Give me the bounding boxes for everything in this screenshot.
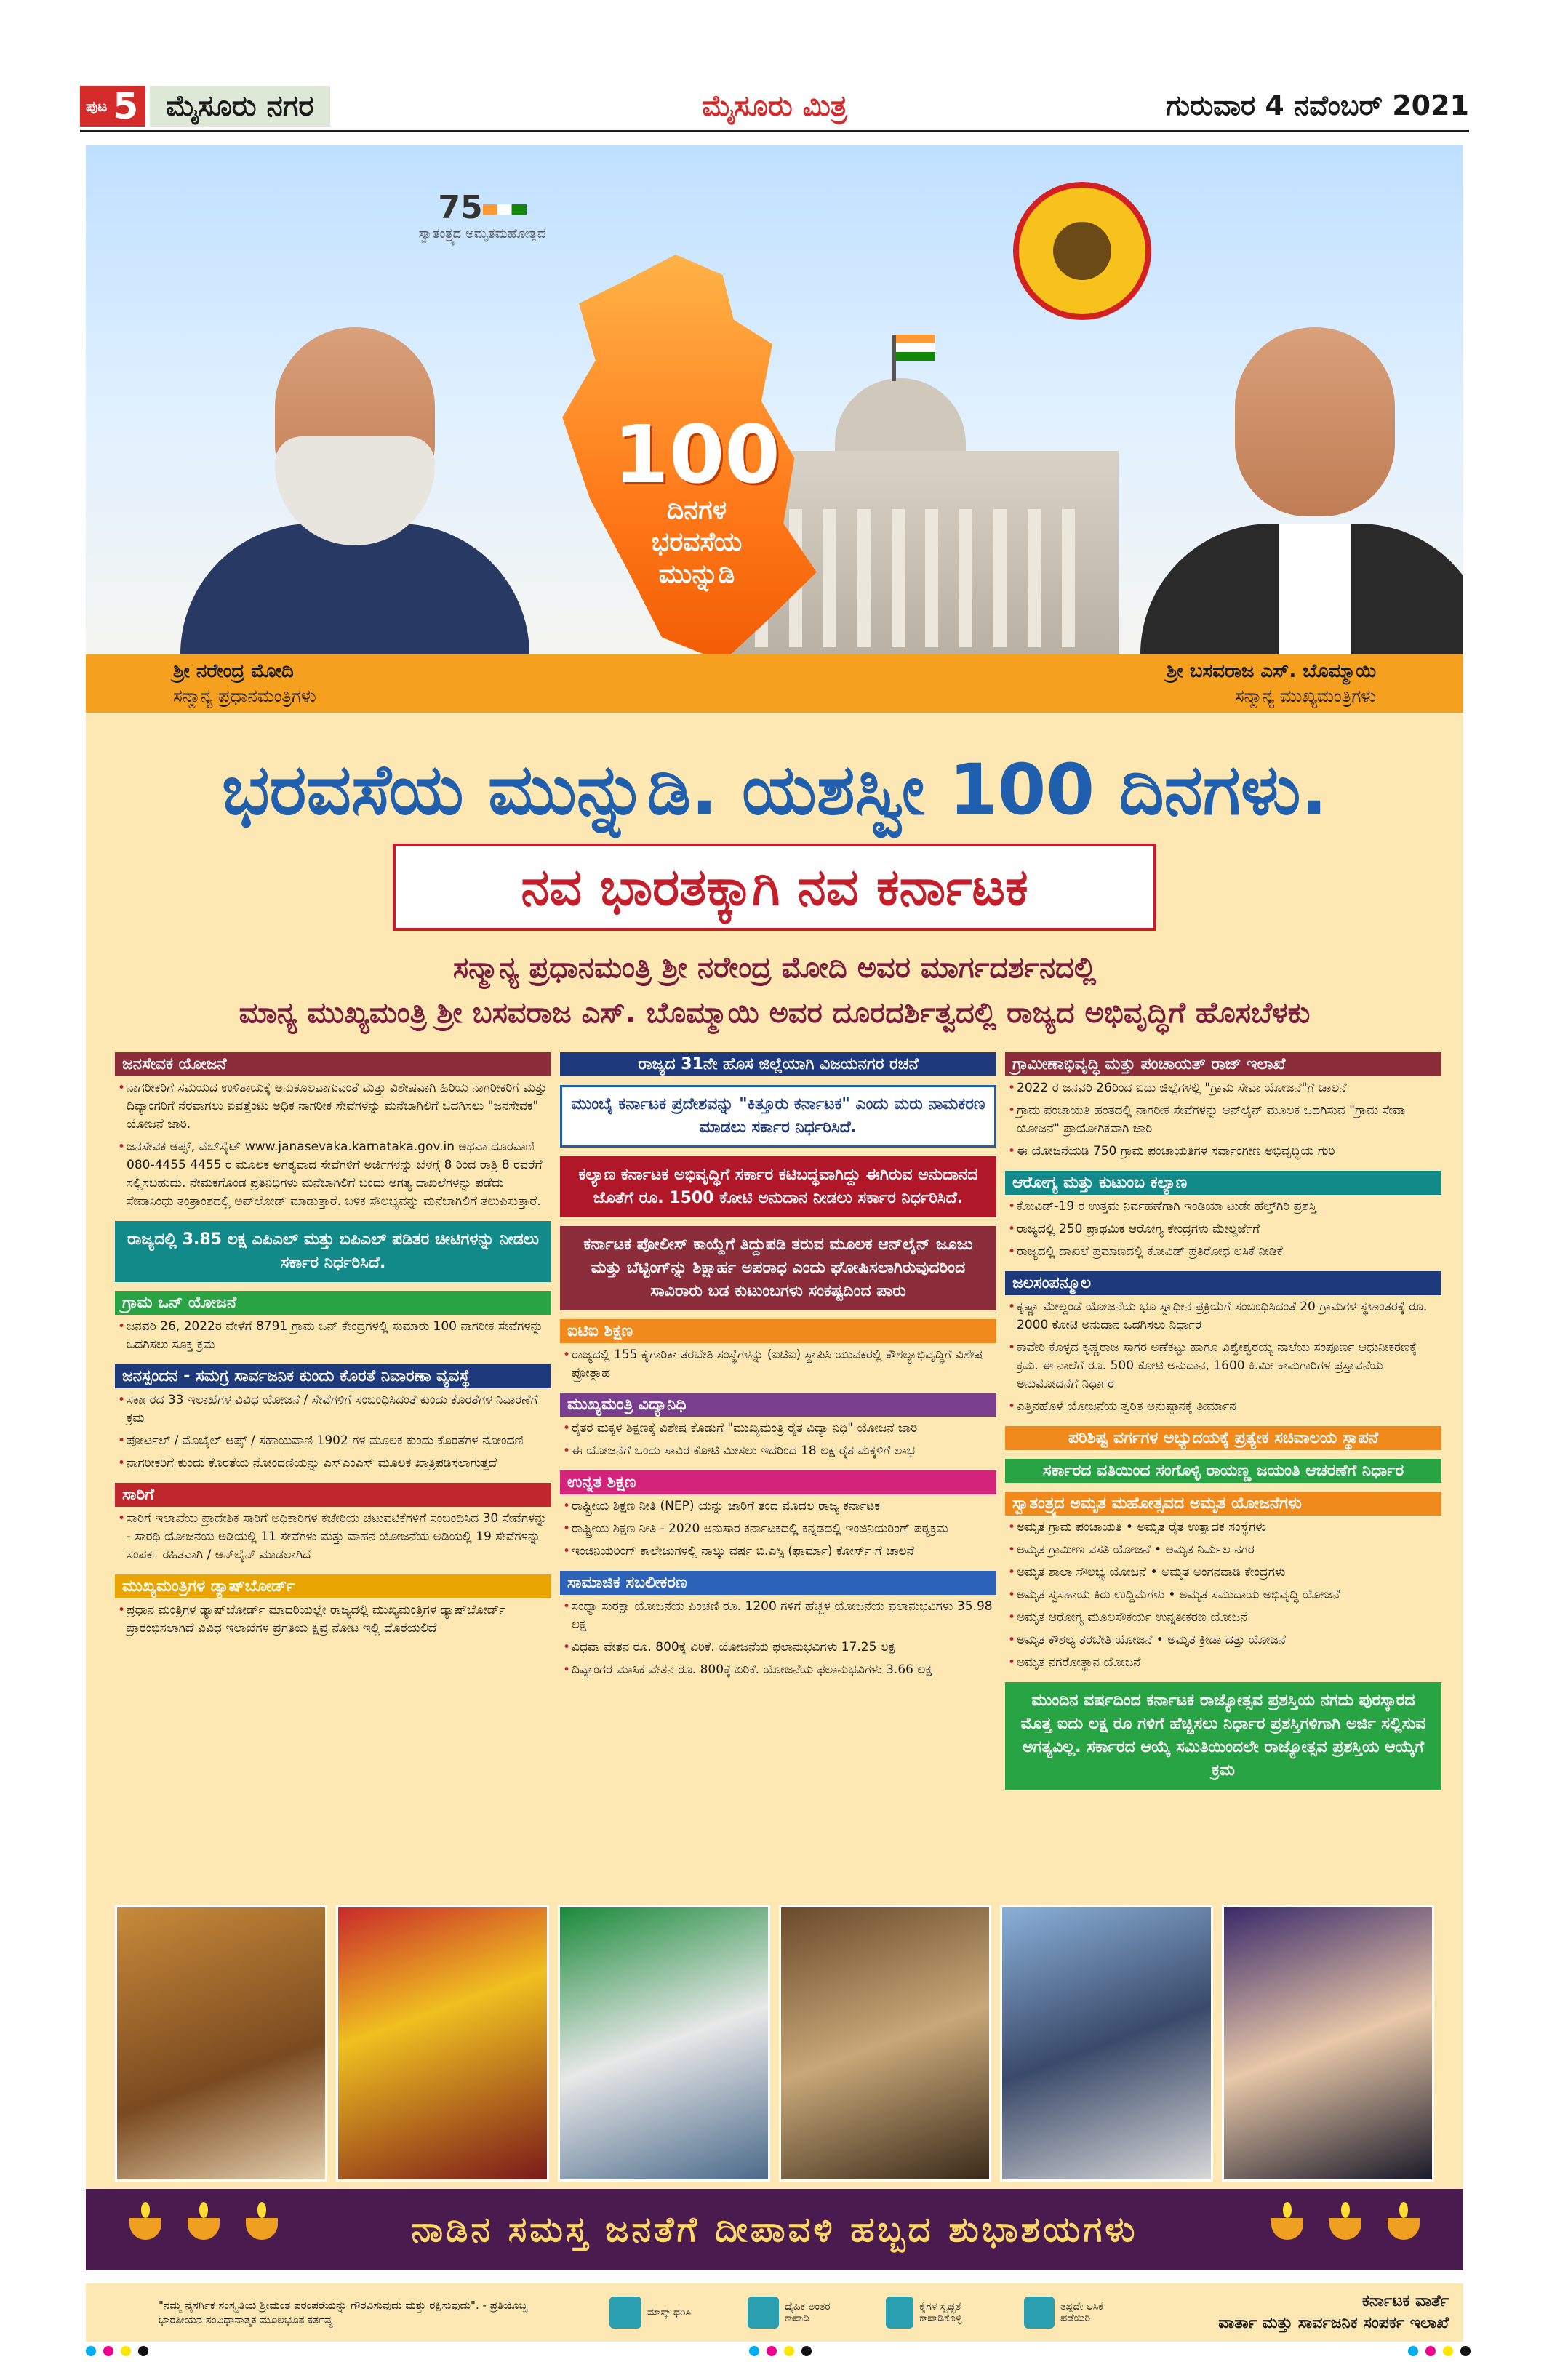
samajika-bullet-1: • ಸಂಧ್ಯಾ ಸುರಕ್ಷಾ ಯೋಜನೆಯ ಪಿಂಚಣಿ ರೂ. 1200 ಗಳಿಗೆ ಹೆಚ್ಚಳ ಯೋಜನೆಯ ಫಲಾನುಭವಿಗಳು 35.98 ಲಕ್ಷ (560, 1595, 996, 1636)
arogya-bullet-2: • ರಾಜ್ಯದಲ್ಲಿ 250 ಪ್ರಾಥಮಿಕ ಆರೋಗ್ಯ ಕೇಂದ್ರಗಳು ಮೇಲ್ದರ್ಜೆಗೆ (1005, 1217, 1441, 1240)
tagline-1: ಸನ್ಮಾನ್ಯ ಪ್ರಧಾನಮಂತ್ರಿ ಶ್ರೀ ನರೇಂದ್ರ ಮೋದಿ ಅವರ ಮಾರ್ಗದರ್ಶನದಲ್ಲಿ (452, 951, 1097, 985)
saarige-bullet-1: • ಸಾರಿಗೆ ಇಲಾಖೆಯ ಪ್ರಾದೇಶಿಕ ಸಾರಿಗೆ ಅಧಿಕಾರಿಗಳ ಕಚೇರಿಯ ಚಟುವಟಿಕೆಗಳಿಗೆ ಸಂಬಂಧಿಸಿದ 30 ಸೇವೆಗಳನ್ನು - ಸಾರಥಿ ಯೋಜನೆಯ ಅಡಿಯಲ್ಲಿ 11 ಸೇವೆಗಳು ಮತ್ತು ವಾಹನ ಯೋಜನೆಯ ಅಡಿಯಲ್ಲಿ 19 ಸೇವೆಗಳನ್ನು ಸಂಪರ್ಕ ರಹಿತವಾಗಿ / ಆನ್‌ಲೈನ್ ಮಾಡಲಾಗಿದೆ (115, 1507, 551, 1566)
hero-image (86, 145, 1463, 654)
vaccine-item (1024, 2297, 1133, 2329)
gramina-bullet-3: • ಈ ಯೋಜನೆಯಡಿ 750 ಗ್ರಾಮ ಪಂಚಾಯತಿಗಳ ಸರ್ವಾಂಗೀಣ ಅಭಿವೃದ್ಧಿಯ ಗುರಿ (1005, 1140, 1441, 1162)
gramina-bullet-1: • 2022 ರ ಜನವರಿ 26ರಿಂದ ಐದು ಜಿಲ್ಲೆಗಳಲ್ಲಿ "ಗ್ರಾಮ ಸೇವಾ ಯೋಜನೆ"ಗೆ ಚಾಲನೆ (1005, 1076, 1441, 1099)
kittur-box: ಮುಂಬೈ ಕರ್ನಾಟಕ ಪ್ರದೇಶವನ್ನು "ಕಿತ್ತೂರು ಕರ್ನಾಟಕ" ಎಂದು ಮರು ನಾಮಕರಣ ಮಾಡಲು ಸರ್ಕಾರ ನಿರ್ಧರಿಸಿದೆ. (560, 1085, 996, 1148)
amrita-bullet-4: • ಅಮೃತ ಸ್ವಸಹಾಯ ಕಿರು ಉದ್ದಿಮೆಗಳು • ಅಮೃತ ಸಮುದಾಯ ಅಭಿವೃದ್ಧಿ ಯೋಜನೆ (1005, 1583, 1441, 1606)
bpl-box: ರಾಜ್ಯದಲ್ಲಿ 3.85 ಲಕ್ಷ ಎಪಿಎಲ್ ಮತ್ತು ಬಿಪಿಎಲ್ ಪಡಿತರ ಚೀಟಿಗಳನ್ನು ನೀಡಲು ಸರ್ಕಾರ ನಿರ್ಧರಿಸಿದೆ. (115, 1221, 551, 1282)
samajika-bullet-3: • ದಿವ್ಯಾಂಗರ ಮಾಸಿಕ ವೇತನ ರೂ. 800ಕ್ಕೆ ಏರಿಕೆ. ಯೋಜನೆಯ ಫಲಾನುಭವಿಗಳು 3.66 ಲಕ್ಷ (560, 1658, 996, 1681)
right-name: ಶ್ರೀ ಬಸವರಾಜ ಎಸ್. ಬೊಮ್ಮಾಯಿ (1166, 660, 1376, 682)
unnata-heading: ಉನ್ನತ ಶಿಕ್ಷಣ (560, 1470, 996, 1494)
lamp-icon (1388, 2218, 1420, 2240)
amrita-bullet-7: • ಅಮೃತ ನಗರೋತ್ಥಾನ ಯೋಜನೆ (1005, 1651, 1441, 1673)
page-number-badge (80, 86, 145, 127)
registration-dots-right (1408, 2346, 1471, 2356)
janaspandana-bullet-1: • ಸರ್ಕಾರದ 33 ಇಲಾಖೆಗಳ ವಿವಿಧ ಯೋಜನೆ / ಸೇವೆಗಳಿಗೆ ಸಂಬಂಧಿಸಿದಂತೆ ಕುಂದು ಕೊರತೆಗಳ ನಿವಾರಣೆಗೆ ಕ್ರಮ (115, 1388, 551, 1429)
handwash-item (886, 2297, 995, 2329)
karnataka-emblem-icon (1013, 182, 1151, 320)
dashboard-bullet-1: • ಪ್ರಧಾನ ಮಂತ್ರಿಗಳ ಡ್ಯಾಷ್‌ಬೋರ್ಡ್ ಮಾದರಿಯಲ್ಲೇ ರಾಜ್ಯದಲ್ಲಿ ಮುಖ್ಯಮಂತ್ರಿಗಳ ಡ್ಯಾಷ್‌ಬೋರ್ಡ್ ಪ್ರಾರಂಭಿಸಲಾಗಿದೆ ವಿವಿಧ ಇಲಾಖೆಗಳ ಪ್ರಗತಿಯ ಕ್ಷಿಪ್ರ ನೋಟ ಇಲ್ಲಿ ದೊರೆಯಲಿದೆ (115, 1598, 551, 1639)
vidyanidhi-bullet-2: • ಈ ಯೋಜನೆಗೆ ಒಂದು ಸಾವಿರ ಕೋಟಿ ಮೀಸಲು ಇದರಿಂದ 18 ಲಕ್ಷ ರೈತ ಮಕ್ಕಳಿಗೆ ಲಾಭ (560, 1439, 996, 1462)
vidyanidhi-heading: ಮುಖ್ಯಮಂತ್ರಿ ವಿದ್ಯಾನಿಧಿ (560, 1393, 996, 1417)
publisher-brand: ಕರ್ನಾಟಕ ವಾರ್ತೆ (1361, 2292, 1449, 2310)
mask-label: ಮಾಸ್ಕ್ ಧರಿಸಿ (647, 2307, 691, 2318)
jala-heading: ಜಲಸಂಪನ್ಮೂಲ (1005, 1271, 1441, 1295)
diwali-greeting: ನಾಡಿನ ಸಮಸ್ತ ಜನತೆಗೆ ದೀಪಾವಳಿ ಹಬ್ಬದ ಶುಭಾಶಯಗಳು (411, 2209, 1138, 2250)
photo-4 (779, 1905, 991, 2182)
paper-name: ಮೈಸೂರು ಮಿತ್ರ (702, 89, 847, 123)
masthead (80, 81, 1469, 132)
amrita-bullet-1: • ಅಮೃತ ಗ್ರಾಮ ಪಂಚಾಯತಿ • ಅಮೃತ ರೈತ ಉತ್ಪಾದಕ ಸಂಸ್ಥೆಗಳು (1005, 1516, 1441, 1538)
arogya-bullet-3: • ರಾಜ್ಯದಲ್ಲಿ ದಾಖಲೆ ಪ್ರಮಾಣದಲ್ಲಿ ಕೋವಿಡ್ ಪ್ರತಿರೋಧ ಲಸಿಕೆ ನೀಡಿಕೆ (1005, 1240, 1441, 1262)
subheadline: ನವ ಭಾರತಕ್ಕಾಗಿ ನವ ಕರ್ನಾಟಕ (393, 844, 1156, 931)
name-bar (86, 654, 1463, 713)
amrita-bullet-3: • ಅಮೃತ ಶಾಲಾ ಸೌಲಭ್ಯ ಯೋಜನೆ • ಅಮೃತ ಅಂಗನವಾಡಿ ಕೇಂದ್ರಗಳು (1005, 1561, 1441, 1583)
gram-one-heading: ಗ್ರಾಮ ಒನ್ ಯೋಜನೆ (115, 1291, 551, 1315)
saarige-heading: ಸಾರಿಗೆ (115, 1483, 551, 1507)
column-1 (115, 1044, 551, 1639)
photo-strip (115, 1905, 1434, 2182)
unnata-bullet-1: • ರಾಷ್ಟ್ರೀಯ ಶಿಕ್ಷಣ ನೀತಿ (NEP) ಯನ್ನು ಜಾರಿಗೆ ತಂದ ಮೊದಲ ರಾಜ್ಯ ಕರ್ನಾಟಕ (560, 1494, 996, 1517)
gram-one-bullet-1: • ಜನವರಿ 26, 2022ರ ವೇಳೆಗೆ 8791 ಗ್ರಾಮ ಒನ್ ಕೇಂದ್ರಗಳಲ್ಲಿ ಸುಮಾರು 100 ನಾಗರೀಕ ಸೇವೆಗಳನ್ನು ಒದಗಿಸಲು ಸೂಕ್ತ ಕ್ರಮ (115, 1315, 551, 1356)
headline: ಭರವಸೆಯ ಮುನ್ನುಡಿ. ಯಶಸ್ವೀ 100 ದಿನಗಳು. (222, 749, 1327, 830)
photo-2 (336, 1905, 548, 2182)
lamp-icon (129, 2218, 161, 2240)
arogya-bullet-1: • ಕೋವಿಡ್-19 ರ ಉತ್ತಮ ನಿರ್ವಹಣೆಗಾಗಿ ಇಂಡಿಯಾ ಟುಡೇ ಹೆಲ್ತ್‌ಗಿರಿ ಪ್ರಶಸ್ತಿ (1005, 1195, 1441, 1217)
left-caption (173, 659, 316, 708)
mask-item (609, 2297, 719, 2329)
left-title: ಸನ್ಮಾನ್ಯ ಪ್ರಧಾನಮಂತ್ರಿಗಳು (173, 686, 316, 706)
gramina-heading: ಗ್ರಾಮೀಣಾಭಿವೃದ್ಧಿ ಮತ್ತು ಪಂಚಾಯತ್ ರಾಜ್ ಇಲಾಖೆ (1005, 1052, 1441, 1076)
vaccine-label: ತಪ್ಪದೇ ಲಸಿಕೆ ಪಡೆಯಿರಿ (1060, 2301, 1104, 2324)
jala-bullet-1: • ಕೃಷ್ಣಾ ಮೇಲ್ದಂಡೆ ಯೋಜನೆಯ ಭೂ ಸ್ವಾಧೀನ ಪ್ರಕ್ರಿಯೆಗೆ ಸಂಬಂಧಿಸಿದಂತೆ 20 ಗ್ರಾಮಗಳ ಸ್ಥಳಾಂತರಕ್ಕೆ ರೂ. 2000 ಕೋಟಿ ಅನುದಾನ ಒದಗಿಸಲು ನಿರ್ಧಾರ (1005, 1295, 1441, 1336)
jala-bullet-3: • ಎತ್ತಿನಹೊಳೆ ಯೋಜನೆಯ ತ್ವರಿತ ಅನುಷ್ಠಾನಕ್ಕೆ ತೀರ್ಮಾನ (1005, 1395, 1441, 1417)
registration-dots-left (86, 2346, 148, 2356)
amrita-bullet-5: • ಅಮೃತ ಆರೋಗ್ಯ ಮೂಲಸೌಕರ್ಯ ಉನ್ನತೀಕರಣ ಯೋಜನೆ (1005, 1606, 1441, 1628)
iti-heading: ಐಟಿಐ ಶಿಕ್ಷಣ (560, 1319, 996, 1343)
column-3 (1005, 1044, 1441, 1790)
portrait-chief-minister (1126, 327, 1463, 654)
lamp-icon (246, 2218, 278, 2240)
distance-icon (748, 2297, 779, 2329)
ad-footer (86, 2283, 1463, 2342)
tricolor-icon (483, 204, 527, 215)
samajika-heading: ಸಾಮಾಜಿಕ ಸಬಲೀಕರಣ (560, 1571, 996, 1595)
covid-icons (609, 2297, 1133, 2329)
amrita-bullet-2: • ಅಮೃತ ಗ್ರಾಮೀಣ ವಸತಿ ಯೋಜನೆ • ಅಮೃತ ನಿರ್ಮಲ ನಗರ (1005, 1538, 1441, 1561)
janaspandana-bullet-3: • ನಾಗರೀಕರಿಗೆ ಕುಂದು ಕೊರತೆಯ ನೋಂದಣಿಯನ್ನು ಎಸ್‌ಎಂಎಸ್ ಮೂಲಕ ಖಾತ್ರಿಪಡಿಸಲಾಗುತ್ತದೆ (115, 1452, 551, 1474)
registration-dots-center (749, 2346, 812, 2356)
page-tag: ಪುಟ (86, 97, 108, 115)
mask-icon (609, 2297, 641, 2329)
publisher (1218, 2291, 1449, 2334)
flag-icon (892, 335, 896, 381)
photo-5 (1000, 1905, 1212, 2182)
map-number: 100 (613, 408, 780, 501)
taglines (86, 945, 1463, 1036)
vidyanidhi-bullet-1: • ರೈತರ ಮಕ್ಕಳ ಶಿಕ್ಷಣಕ್ಕೆ ವಿಶೇಷ ಕೊಡುಗೆ "ಮುಖ್ಯಮಂತ್ರಿ ರೈತ ವಿದ್ಯಾ ನಿಧಿ" ಯೋಜನೆ ಜಾರಿ (560, 1417, 996, 1439)
lamp-icon (188, 2218, 220, 2240)
amrit-mahotsav-logo (417, 189, 548, 241)
janasevaka-bullet-2: • ಜನಸೇವಕ ಆಪ್ಸ್, ವೆಬ್‌ಸೈಟ್ www.janasevaka.karnataka.gov.in ಅಥವಾ ದೂರವಾಣಿ 080-4455 4455 ರ ಮೂಲಕ ಅಗತ್ಯವಾದ ಸೇವೆಗಳಿಗೆ ಅರ್ಜಿಗಳನ್ನು ಬೆಳಗ್ಗೆ 8 ರಿಂದ ರಾತ್ರಿ 8 ರವರೆಗೆ ಸಲ್ಲಿಸಬಹುದು. ನೇಮಕಗೊಂಡ ಪ್ರತಿನಿಧಿಗಳು ಮನೆಬಾಗಿಲಿಗೆ ಬಂದು ಅಗತ್ಯ ದಾಖಲೆಗಳನ್ನು ಪಡೆದು ಸೇವಾಸಿಂಧು ತಂತ್ರಾಂಶದಲ್ಲಿ ಅಪ್‌ಲೋಡ್ ಮಾಡುತ್ತಾರೆ. ಬಳಿಕ ಸೌಲಭ್ಯವನ್ನು ಮನೆಬಾಗಿಲಿಗೆ ತಲುಪಿಸುತ್ತಾರೆ. (115, 1135, 551, 1212)
section-title: ಮೈಸೂರು ನಗರ (150, 86, 329, 127)
rajyotsava-box: ಮುಂದಿನ ವರ್ಷದಿಂದ ಕರ್ನಾಟಕ ರಾಜ್ಯೋತ್ಸವ ಪ್ರಶಸ್ತಿಯ ನಗದು ಪುರಸ್ಕಾರದ ಮೊತ್ತ ಐದು ಲಕ್ಷ ರೂ ಗಳಿಗೆ ಹೆಚ್ಚಿಸಲು ನಿರ್ಧಾರ ಪ್ರಶಸ್ತಿಗಳಿಗಾಗಿ ಅರ್ಜಿ ಸಲ್ಲಿಸುವ ಅಗತ್ಯವಿಲ್ಲ. ಸರ್ಕಾರದ ಆಯ್ಕೆ ಸಮಿತಿಯಿಂದಲೇ ರಾಜ್ಯೋತ್ಸವ ಪ್ರಶಸ್ತಿಯ ಆಯ್ಕೆಗೆ ಕ್ರಮ (1005, 1682, 1441, 1790)
distance-label: ದೈಹಿಕ ಅಂತರ ಕಾಪಾಡಿ (785, 2301, 831, 2324)
photo-6 (1222, 1905, 1434, 2182)
handwash-label: ಕೈಗಳ ಸ್ವಚ್ಛತೆ ಕಾಪಾಡಿಕೊಳ್ಳಿ (919, 2301, 962, 2324)
dashboard-heading: ಮುಖ್ಯಮಂತ್ರಿಗಳ ಡ್ಯಾಷ್‌ಬೋರ್ಡ್ (115, 1574, 551, 1598)
tagline-2: ಮಾನ್ಯ ಮುಖ್ಯಮಂತ್ರಿ ಶ್ರೀ ಬಸವರಾಜ ಎಸ್. ಬೊಮ್ಮಾಯಿ ಅವರ ದೂರದರ್ಶಿತ್ವದಲ್ಲಿ ರಾಜ್ಯದ ಅಭಿವೃದ್ಧಿಗೆ ಹೊಸಬೆಳಕು (239, 996, 1311, 1030)
map-line-1: ದಿನಗಳ (666, 495, 727, 525)
amrit-number: 75 (438, 189, 483, 226)
lamp-icon (1329, 2218, 1361, 2240)
map-line-3: ಮುನ್ನುಡಿ (658, 559, 735, 589)
diwali-banner (86, 2189, 1463, 2270)
kalyana-box: ಕಲ್ಯಾಣ ಕರ್ನಾಟಕ ಅಭಿವೃದ್ಧಿಗೆ ಸರ್ಕಾರ ಕಟಿಬದ್ಧವಾಗಿದ್ದು ಈಗಿರುವ ಅನುದಾನದ ಜೊತೆಗೆ ರೂ. 1500 ಕೋಟಿ ಅನುದಾನ ನೀಡಲು ಸರ್ಕಾರ ನಿರ್ಧರಿಸಿದೆ. (560, 1156, 996, 1217)
right-title: ಸನ್ಮಾನ್ಯ ಮುಖ್ಯಮಂತ್ರಿಗಳು (1234, 686, 1376, 706)
map-line-2: ಭರವಸೆಯ (651, 527, 743, 557)
government-ad (86, 145, 1463, 2270)
unnata-bullet-3: • ಇಂಜಿನಿಯರಿಂಗ್ ಕಾಲೇಜುಗಳಲ್ಲಿ ನಾಲ್ಕು ವರ್ಷ ಬಿ.ಎಸ್ಸಿ (ಫಾರ್ಮಾ) ಕೋರ್ಸ್ ಗೆ ಚಾಲನೆ (560, 1540, 996, 1562)
janasevaka-bullet-1: • ನಾಗರೀಕರಿಗೆ ಸಮಯದ ಉಳಿತಾಯಕ್ಕೆ ಅನುಕೂಲವಾಗುವಂತೆ ಮತ್ತು ವಿಶೇಷವಾಗಿ ಹಿರಿಯ ನಾಗರೀಕರಿಗೆ ಮತ್ತು ದಿವ್ಯಾಂಗರಿಗೆ ನೆರವಾಗಲು ಐವತ್ತೆಂಟು ಅಧಿಕ ನಾಗರೀಕ ಸೇವೆಗಳನ್ನು ಮನೆಬಾಗಿಲಿಗೆ ಒದಗಿಸಲು "ಜನಸೇವಕ" ಯೋಜನೆ ಜಾರಿ. (115, 1076, 551, 1135)
handwash-icon (886, 2297, 913, 2329)
janasevaka-heading: ಜನಸೇವಕ ಯೋಜನೆ (115, 1052, 551, 1076)
lamp-icon (1271, 2218, 1303, 2240)
amrita-heading: ಸ್ವಾತಂತ್ರ್ಯದ ಅಮೃತ ಮಹೋತ್ಸವದ ಅಮೃತ ಯೋಜನೆಗಳು (1005, 1492, 1441, 1516)
page-number: 5 (113, 84, 139, 127)
portrait-prime-minister (166, 327, 544, 654)
iti-bullet-1: • ರಾಜ್ಯದಲ್ಲಿ 155 ಕೈಗಾರಿಕಾ ತರಬೇತಿ ಸಂಸ್ಥೆಗಳನ್ನು (ಐಟಿಐ) ಸ್ಥಾಪಿಸಿ ಯುವಕರಲ್ಲಿ ಕೌಶಲ್ಯಾಭಿವೃದ್ಧಿಗೆ ವಿಶೇಷ ಪ್ರೋತ್ಸಾಹ (560, 1343, 996, 1384)
map-caption (588, 408, 806, 590)
publisher-dept: ವಾರ್ತಾ ಮತ್ತು ಸಾರ್ವಜನಿಕ ಸಂಪರ್ಕ ಇಲಾಖೆ (1218, 2314, 1449, 2332)
arogya-heading: ಆರೋಗ್ಯ ಮತ್ತು ಕುಟುಂಬ ಕಲ್ಯಾಣ (1005, 1171, 1441, 1195)
unnata-bullet-2: • ರಾಷ್ಟ್ರೀಯ ಶಿಕ್ಷಣ ನೀತಿ - 2020 ಅನುಸಾರ ಕರ್ನಾಟಕದಲ್ಲಿ ಕನ್ನಡದಲ್ಲಿ ಇಂಜಿನಿಯರಿಂಗ್ ಪಠ್ಯಕ್ರಮ (560, 1517, 996, 1540)
vijayanagara-heading: ರಾಜ್ಯದ 31ನೇ ಹೊಸ ಜಿಲ್ಲೆಯಾಗಿ ವಿಜಯನಗರ ರಚನೆ (560, 1052, 996, 1076)
left-name: ಶ್ರೀ ನರೇಂದ್ರ ಮೋದಿ (173, 660, 294, 682)
issue-date: ಗುರುವಾರ 4 ನವೆಂಬರ್ 2021 (1166, 89, 1469, 121)
jala-bullet-2: • ಕಾವೇರಿ ಕೊಳ್ಳದ ಕೃಷ್ಣರಾಜ ಸಾಗರ ಅಣೆಕಟ್ಟು ಹಾಗೂ ವಿಶ್ವೇಶ್ವರಯ್ಯ ನಾಲೆಯ ಸಂಪೂರ್ಣ ಆಧುನೀಕರಣಕ್ಕೆ ಕ್ರಮ. ಈ ನಾಲೆಗೆ ರೂ. 500 ಕೋಟಿ ಅನುದಾನ, 1600 ಕಿ.ಮೀ ಕಾಮಗಾರಿಗಳ ಪ್ರಸ್ತಾವನೆಯ ಅನುಮೋದನೆಗೆ ನಿರ್ಧಾರ (1005, 1336, 1441, 1395)
sangolli-heading: ಸರ್ಕಾರದ ವತಿಯಿಂದ ಸಂಗೊಳ್ಳಿ ರಾಯಣ್ಣ ಜಯಂತಿ ಆಚರಣೆಗೆ ನಿರ್ಧಾರ (1005, 1459, 1441, 1483)
right-caption (1167, 659, 1376, 708)
amrit-text: ಸ್ವಾತಂತ್ರ್ಯದ ಅಮೃತಮಹೋತ್ಸವ (418, 226, 546, 241)
photo-1 (115, 1905, 327, 2182)
parishishta-heading: ಪರಿಶಿಷ್ಟ ವರ್ಗಗಳ ಅಭ್ಯುದಯಕ್ಕೆ ಪ್ರತ್ಯೇಕ ಸಚಿವಾಲಯ ಸ್ಥಾಪನೆ (1005, 1426, 1441, 1450)
janaspandana-heading: ಜನಸ್ಪಂದನ - ಸಮಗ್ರ ಸಾರ್ವಜನಿಕ ಕುಂದು ಕೊರತೆ ನಿವಾರಣಾ ವ್ಯವಸ್ಥೆ (115, 1364, 551, 1388)
samajika-bullet-2: • ವಿಧವಾ ವೇತನ ರೂ. 800ಕ್ಕೆ ಏರಿಕೆ. ಯೋಜನೆಯ ಫಲಾನುಭವಿಗಳು 17.25 ಲಕ್ಷ (560, 1636, 996, 1658)
vaccine-icon (1024, 2297, 1055, 2329)
photo-3 (558, 1905, 770, 2182)
distance-item (748, 2297, 857, 2329)
janaspandana-bullet-2: • ಪೋರ್ಟಲ್ / ಮೊಬೈಲ್ ಆಪ್ಸ್ / ಸಹಾಯವಾಣಿ 1902 ಗಳ ಮೂಲಕ ಕುಂದು ಕೊರತೆಗಳ ನೋಂದಣಿ (115, 1429, 551, 1452)
constitution-quote: "ನಮ್ಮ ನೈಸರ್ಗಿಕ ಸಂಸ್ಕೃತಿಯ ಶ್ರೀಮಂತ ಪರಂಪರೆಯನ್ನು ಗೌರವಿಸುವುದು ಮತ್ತು ರಕ್ಷಿಸುವುದು". - ಪ್ರತಿಯೊಬ್ಬ ಭಾರತೀಯನ ಸಂವಿಧಾನಾತ್ಮಕ ಮೂಲಭೂತ ಕರ್ತವ್ಯ (159, 2299, 528, 2326)
gramina-bullet-2: • ಗ್ರಾಮ ಪಂಚಾಯತಿ ಹಂತದಲ್ಲಿ ನಾಗರೀಕ ಸೇವೆಗಳನ್ನು ಆನ್‌ಲೈನ್ ಮೂಲಕ ಒದಗಿಸುವ "ಗ್ರಾಮ ಸೇವಾ ಯೋಜನೆ" ಪ್ರಾಯೋಗಿಕವಾಗಿ ಜಾರಿ (1005, 1099, 1441, 1140)
column-2 (560, 1044, 996, 1681)
police-box: ಕರ್ನಾಟಕ ಪೋಲೀಸ್ ಕಾಯ್ದೆಗೆ ತಿದ್ದುಪಡಿ ತರುವ ಮೂಲಕ ಆನ್‌ಲೈನ್ ಜೂಜು ಮತ್ತು ಬೆಟ್ಟಿಂಗ್‌ನ್ನು ಶಿಕ್ಷಾರ್ಹ ಅಪರಾಧ ಎಂದು ಘೋಷಿಸಲಾಗಿರುವುದರಿಂದ ಸಾವಿರಾರು ಬಡ ಕುಟುಂಬಗಳು ಸಂಕಷ್ಟದಿಂದ ಪಾರು (560, 1226, 996, 1310)
amrita-bullet-6: • ಅಮೃತ ಕೌಶಲ್ಯ ತರಬೇತಿ ಯೋಜನೆ • ಅಮೃತ ಕ್ರೀಡಾ ದತ್ತು ಯೋಜನೆ (1005, 1628, 1441, 1651)
